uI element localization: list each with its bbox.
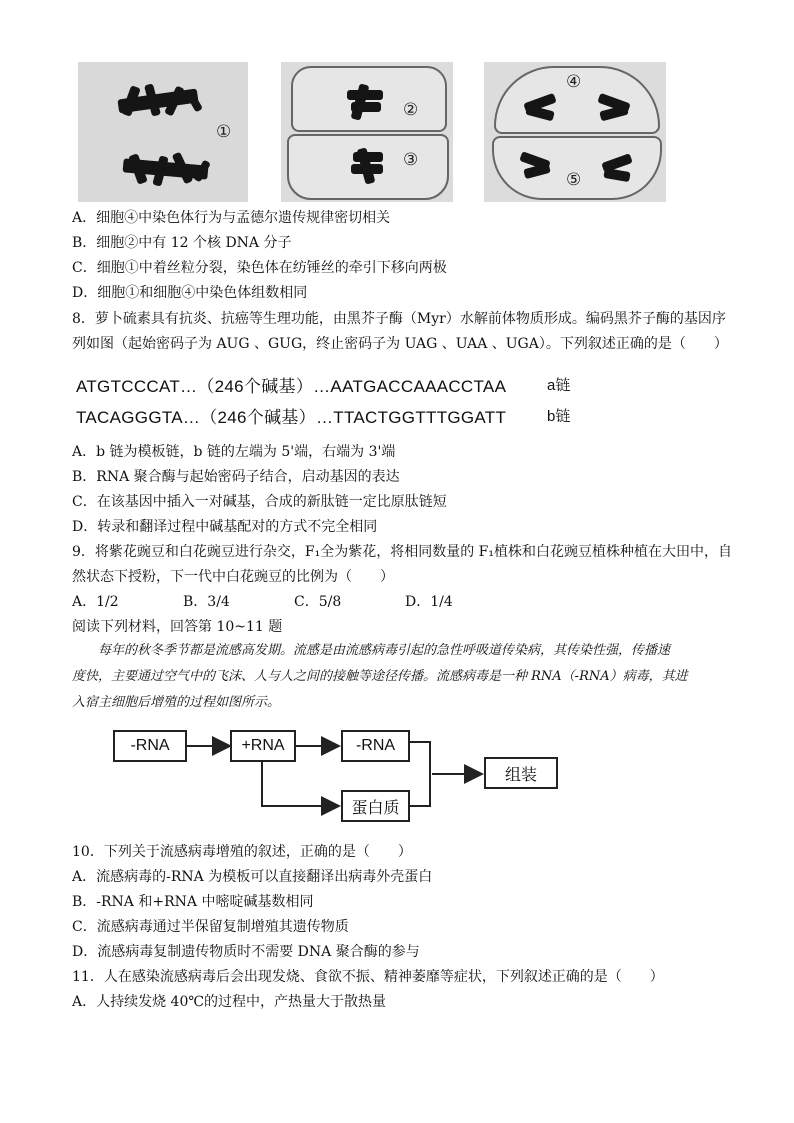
q9-stem-line2: 然状态下授粉，下一代中白花豌豆的比例为（ ） (72, 569, 394, 585)
q9-option-d: D．1/4 (405, 594, 453, 610)
q10-option-c: C．流感病毒通过半保留复制增殖其遗传物质 (72, 919, 349, 935)
q7-option-d: D．细胞①和细胞④中染色体组数相同 (72, 285, 308, 301)
cell-label-2: ② (403, 100, 419, 120)
cell-label-5: ⑤ (566, 170, 582, 190)
flow-box-minus-rna-2: -RNA (341, 730, 410, 762)
q8-option-d: D．转录和翻译过程中碱基配对的方式不完全相同 (72, 519, 378, 535)
q7-option-a: A．细胞④中染色体行为与孟德尔遗传规律密切相关 (72, 210, 391, 226)
q10-option-b: B．-RNA 和+RNA 中嘧啶碱基数相同 (72, 894, 314, 910)
flow-box-protein: 蛋白质 (341, 790, 410, 822)
q10-stem: 10．下列关于流感病毒增殖的叙述，正确的是（ ） (72, 844, 412, 860)
passage-line-2: 度快，主要通过空气中的飞沫、人与人之间的接触等途径传播。流感病毒是一种 RNA（-RNA）病毒，其进 (72, 669, 688, 684)
q8-stem-line1: 8．萝卜硫素具有抗炎、抗癌等生理功能，由黑芥子酶（Myr）水解前体物质形成。编码黑芥子酶的基因序 (72, 311, 726, 327)
q9-option-b: B．3/4 (183, 594, 230, 610)
cell-label-4: ④ (566, 72, 582, 92)
q7-option-c: C．细胞①中着丝粒分裂，染色体在纺锤丝的牵引下移向两极 (72, 260, 447, 276)
q8-option-b: B．RNA 聚合酶与起始密码子结合，启动基因的表达 (72, 469, 400, 485)
flow-box-plus-rna: +RNA (230, 730, 296, 762)
label-b-strand: b链 (547, 408, 571, 425)
passage-line-1: 每年的秋冬季节都是流感高发期。流感是由流感病毒引起的急性呼吸道传染病，其传染性强，传播速 (98, 643, 671, 658)
cell-label-1: ① (216, 122, 232, 142)
q9-stem-line1: 9．将紫花豌豆和白花豌豆进行杂交，F₁全为紫花，将相同数量的 F₁植株和白花豌豆植株种植在大田中，自 (72, 544, 733, 560)
label-a-strand: a链 (547, 377, 571, 394)
q7-option-b: B．细胞②中有 12 个核 DNA 分子 (72, 235, 292, 251)
q10-option-d: D．流感病毒复制遗传物质时不需要 DNA 聚合酶的参与 (72, 944, 420, 960)
passage-line-3: 入宿主细胞后增殖的过程如图所示。 (72, 695, 281, 710)
sequence-a-strand: ATGTCCCAT…（246个碱基）…AATGACCAAACCTAA (76, 377, 507, 396)
q11-option-a: A．人持续发烧 40℃的过程中，产热量大于散热量 (72, 994, 387, 1010)
q8-option-a: A．b 链为模板链，b 链的左端为 5'端，右端为 3'端 (72, 444, 396, 460)
reading-intro: 阅读下列材料，回答第 10~11 题 (72, 619, 283, 635)
q9-option-a: A．1/2 (72, 594, 119, 610)
q10-option-a: A．流感病毒的-RNA 为模板可以直接翻译出病毒外壳蛋白 (72, 869, 433, 885)
cell-label-3: ③ (403, 150, 419, 170)
q8-stem-line2: 列如图（起始密码子为 AUG 、GUG，终止密码子为 UAG 、UAA 、UGA）。下列叙述正确的是（ ） (72, 336, 728, 352)
q11-stem: 11．人在感染流感病毒后会出现发烧、食欲不振、精神萎靡等症状，下列叙述正确的是（ ） (72, 969, 664, 985)
q9-option-c: C．5/8 (294, 594, 342, 610)
q8-option-c: C．在该基因中插入一对碱基，合成的新肽链一定比原肽链短 (72, 494, 447, 510)
flow-box-minus-rna-1: -RNA (113, 730, 187, 762)
sequence-b-strand: TACAGGGTA…（246个碱基）…TTACTGGTTTGGATT (76, 408, 507, 427)
flow-box-assembly: 组装 (484, 757, 558, 789)
